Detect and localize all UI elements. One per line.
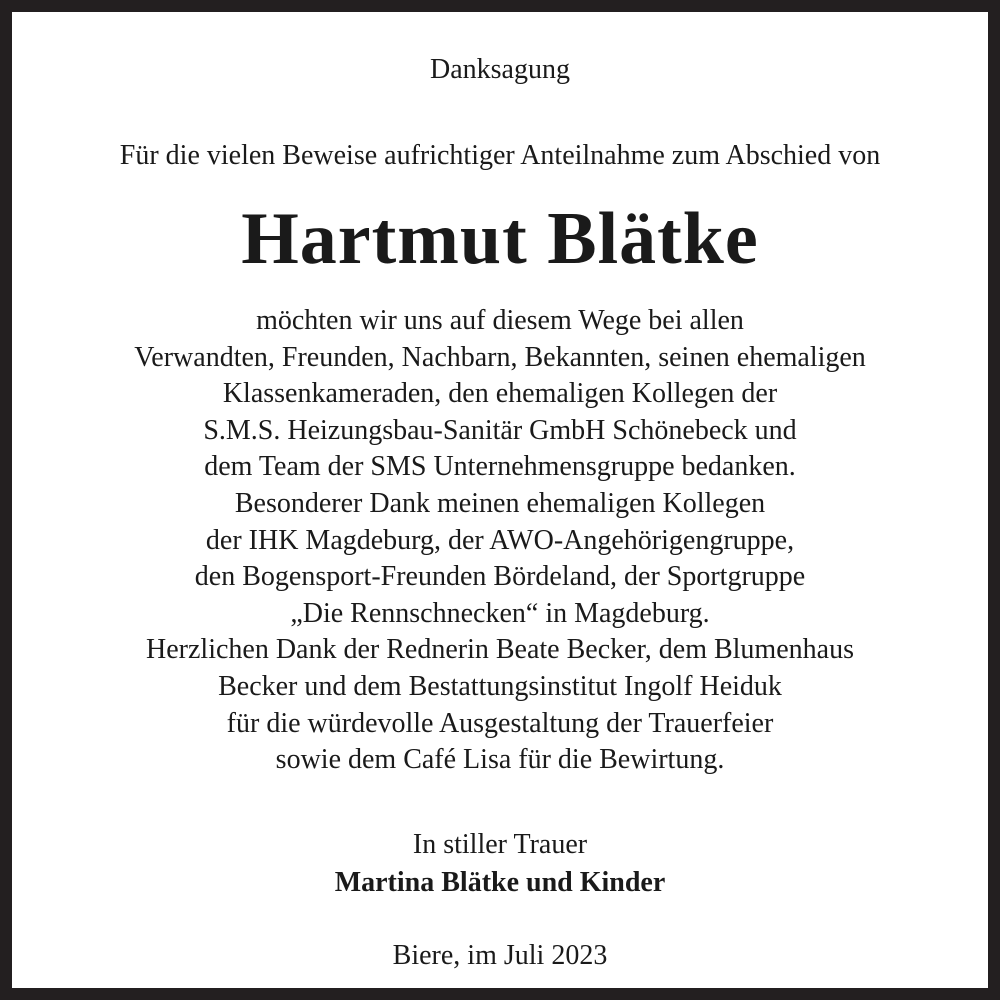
deceased-name: Hartmut Blätke xyxy=(241,198,759,280)
thank-you-body xyxy=(24,303,976,779)
body-line: der IHK Magdeburg, der AWO-Angehörigengruppe, xyxy=(205,524,795,556)
body-line: für die würdevolle Ausgestaltung der Trauerfeier xyxy=(226,707,774,739)
closing-phrase: In stiller Trauer xyxy=(412,829,588,860)
body-line: dem Team der SMS Unternehmensgruppe bedanken. xyxy=(204,451,796,483)
body-line: sowie dem Café Lisa für die Bewirtung. xyxy=(275,744,725,776)
signers-name: Martina Blätke und Kinder xyxy=(334,867,666,898)
body-line: S.M.S. Heizungsbau-Sanitär GmbH Schönebeck und xyxy=(203,414,797,446)
place-and-date: Biere, im Juli 2023 xyxy=(392,940,608,971)
body-line: Becker und dem Bestattungsinstitut Ingolf Heiduk xyxy=(218,670,782,702)
body-line: Klassenkameraden, den ehemaligen Kollegen der xyxy=(222,378,778,410)
obituary-thank-you-notice xyxy=(24,24,976,976)
body-line: möchten wir uns auf diesem Wege bei allen xyxy=(256,305,744,336)
notice-heading: Danksagung xyxy=(430,54,570,85)
body-line: Verwandten, Freunden, Nachbarn, Bekannten, seinen ehemaligen xyxy=(134,341,866,373)
body-line: Herzlichen Dank der Rednerin Beate Becker, dem Blumenhaus xyxy=(146,634,854,666)
body-line: den Bogensport-Freunden Bördeland, der Sportgruppe xyxy=(194,561,806,593)
body-line: Besonderer Dank meinen ehemaligen Kollegen xyxy=(234,487,766,519)
intro-text: Für die vielen Beweise aufrichtiger Anteilnahme zum Abschied von xyxy=(119,140,881,171)
body-line: „Die Rennschnecken“ in Magdeburg. xyxy=(290,597,710,629)
